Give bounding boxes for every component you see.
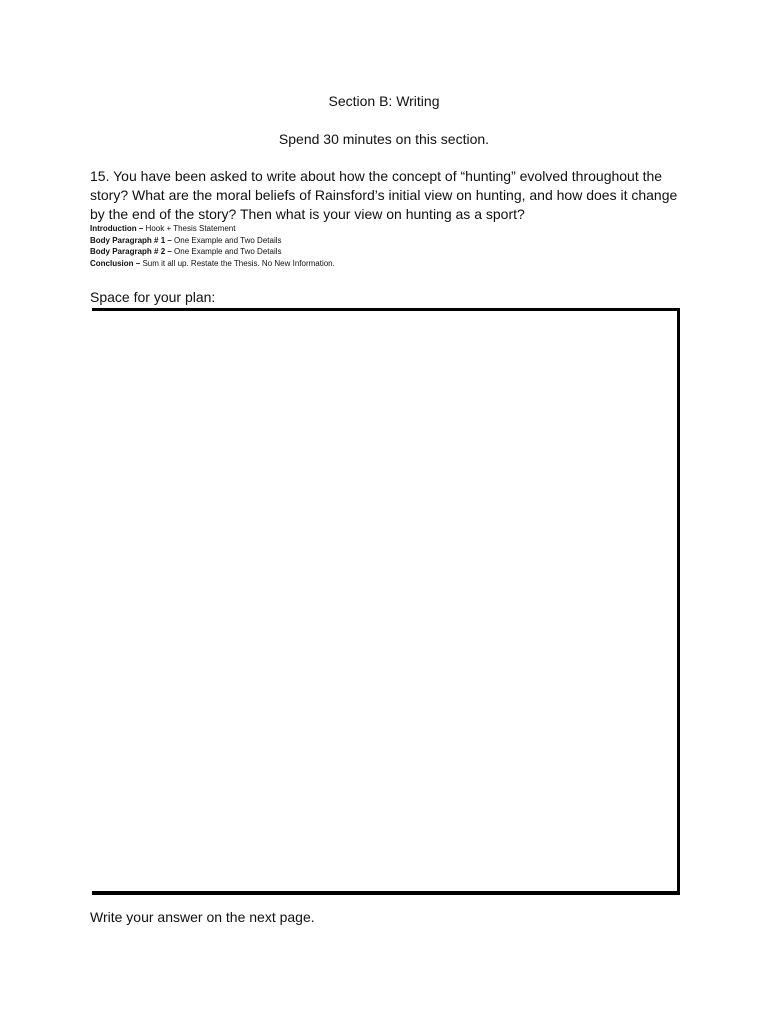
rubric-item-conclusion xyxy=(90,258,690,270)
rubric-text: Sum it all up. Restate the Thesis. No New Information. xyxy=(140,258,335,268)
rubric-item-body-2 xyxy=(90,246,690,258)
section-title: Section B: Writing xyxy=(328,93,440,109)
essay-structure-rubric xyxy=(90,223,690,269)
rubric-text: One Example and Two Details xyxy=(171,235,282,245)
rubric-label: Body Paragraph # 1 – xyxy=(90,235,172,245)
rubric-text: Hook + Thesis Statement xyxy=(143,224,236,233)
plan-space-label: Space for your plan: xyxy=(90,289,216,305)
question-prompt: 15. You have been asked to write about how the concept of “hunting” evolved throughout the story? What are the moral beliefs of Rainsford’s initial view on hunting, and how does it change by the end of the story? Then what is your view on hunting as a sport? xyxy=(90,168,678,222)
next-page-instruction: Write your answer on the next page. xyxy=(90,909,315,925)
rubric-label: Introduction – xyxy=(90,224,144,233)
rubric-item-body-1 xyxy=(90,235,690,247)
rubric-label: Conclusion – xyxy=(90,258,141,268)
rubric-text: One Example and Two Details xyxy=(171,247,282,256)
time-instruction: Spend 30 minutes on this section. xyxy=(278,131,490,147)
plan-writing-area[interactable] xyxy=(92,308,680,895)
rubric-item-introduction xyxy=(90,223,690,235)
rubric-label: Body Paragraph # 2 – xyxy=(90,247,172,256)
